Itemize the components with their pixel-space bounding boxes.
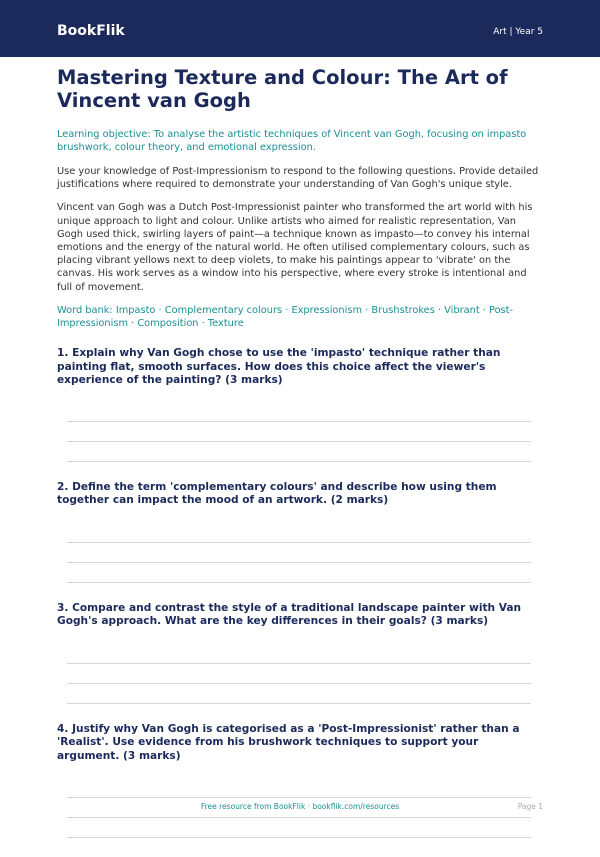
subject-year-label: Art | Year 5 (493, 27, 543, 37)
page-title: Mastering Texture and Colour: The Art of Vincent van Gogh (57, 66, 508, 112)
answer-line[interactable] (67, 421, 531, 422)
learning-objective: Learning objective: To analyse the artistic techniques of Vincent van Gogh, focusing on impasto brushwork, colour theory, and emotional expression. (57, 129, 527, 153)
answer-line[interactable] (67, 797, 531, 798)
answer-line[interactable] (67, 837, 531, 838)
answer-lines[interactable] (67, 629, 531, 704)
question-text: 2. Define the term 'complementary colours' and describe how using them together can impact the mood of an artwork. (2 marks) (57, 480, 497, 507)
brand-logo-text[interactable]: BookFlik (57, 23, 125, 39)
worksheet-content (57, 66, 543, 857)
question-1 (57, 347, 543, 462)
answer-line[interactable] (67, 703, 531, 704)
reading-passage: Vincent van Gogh was a Dutch Post-Impressionist painter who transformed the art world with his unique approach to light and colour. Unlike artists who aimed for realistic representation, Van Gogh used thick, swirling layers of paint—a technique known as impasto—to convey his internal emotions and the energy of the natural world. He often utilised complementary colours, such as placing vibrant yellows next to deep violets, to make his paintings appear to 'vibrate' on the canvas. His work serves as a window into his perspective, where every stroke is intentional and full of movement. (57, 202, 533, 293)
answer-lines[interactable] (67, 508, 531, 583)
answer-line[interactable] (67, 683, 531, 684)
answer-line[interactable] (67, 441, 531, 442)
question-4 (57, 723, 543, 839)
word-bank: Word bank: Impasto · Complementary colours · Expressionism · Brushstrokes · Vibrant · Post-Impressionism · Composition · Texture (57, 304, 514, 330)
footer-resource-link[interactable]: Free resource from BookFlik · bookflik.com/resources (200, 802, 400, 811)
answer-line[interactable] (67, 542, 531, 543)
answer-line[interactable] (67, 817, 531, 818)
page-footer (0, 802, 600, 816)
question-text: 3. Compare and contrast the style of a traditional landscape painter with Van Gogh's approach. What are the key differences in their goals? (3 marks) (57, 601, 522, 628)
answer-line[interactable] (67, 562, 531, 563)
answer-line[interactable] (67, 663, 531, 664)
question-2 (57, 481, 543, 583)
answer-lines[interactable] (67, 388, 531, 462)
answer-line[interactable] (67, 461, 531, 462)
instructions-text: Use your knowledge of Post-Impressionism to respond to the following questions. Provide detailed justifications where required to demonstrate your understanding of Van Gogh's unique style. (57, 166, 539, 191)
answer-line[interactable] (67, 582, 531, 583)
question-text: 4. Justify why Van Gogh is categorised as a 'Post-Impressionist' rather than a 'Realist'. Use evidence from his brushwork techniques to support your argument. (3 marks) (57, 722, 520, 762)
page-number: Page 1 (517, 802, 543, 811)
answer-lines[interactable] (67, 763, 531, 838)
question-3 (57, 602, 543, 704)
question-text: 1. Explain why Van Gogh chose to use the 'impasto' technique rather than painting flat, smooth surfaces. How does this choice affect the viewer's experience of the painting? (3 marks) (57, 347, 501, 387)
header-bar (0, 0, 600, 57)
